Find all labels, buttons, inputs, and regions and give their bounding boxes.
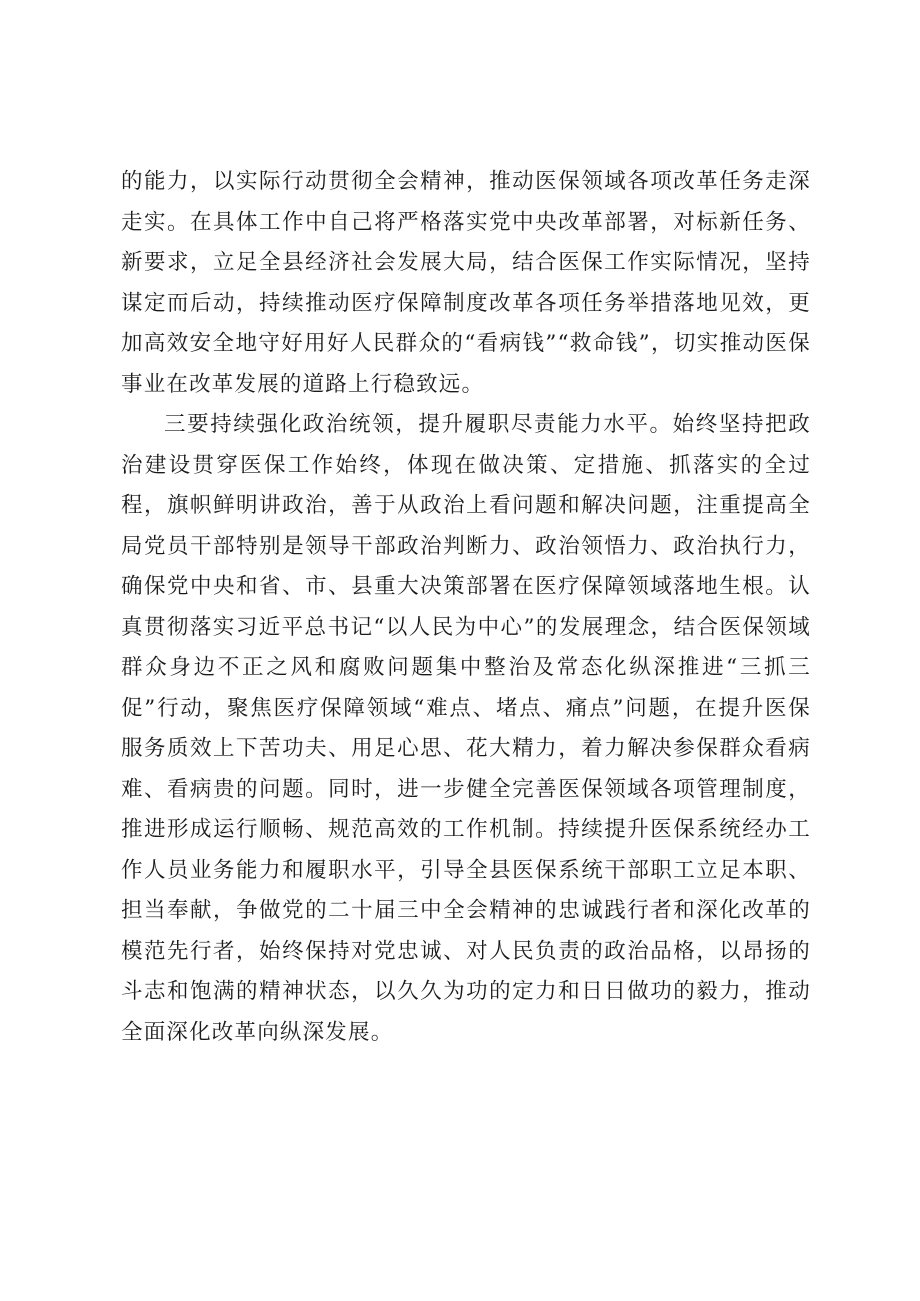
body-paragraph-1 bbox=[121, 162, 811, 405]
paragraph-text: 三要持续强化政治统领，提升履职尽责能力水平。始终坚持把政治建设贯穿医保工作始终，体现在做决策、定措施、抓落实的全过程，旗帜鲜明讲政治，善于从政治上看问题和解决问题，注重提高全局党员干部特别是领导干部政治判断力、政治领悟力、政治执行力，确保党中央和省、市、县重大决策部署在医疗保障领域落地生根。认真贯彻落实习近平总书记“以人民为中心”的发展理念，结合医保领域群众身边不正之风和腐败问题集中整治及常态化纵深推进“三抓三促”行动，聚焦医疗保障领域“难点、堵点、痛点”问题，在提升医保服务质效上下苦功夫、用足心思、花大精力，着力解决参保群众看病难、看病贵的问题。同时，进一步健全完善医保领域各项管理制度，推进形成运行顺畅、规范高效的工作机制。持续提升医保系统经办工作人员业务能力和履职水平，引导全县医保系统干部职工立足本职、担当奉献，争做党的二十届三中全会精神的忠诚践行者和深化改革的模范先行者，始终保持对党忠诚、对人民负责的政治品格，以昂扬的斗志和饱满的精神状态，以久久为功的定力和日日做功的毅力，推动全面深化改革向纵深发展。 bbox=[121, 412, 811, 1045]
paragraph-text: 的能力，以实际行动贯彻全会精神，推动医保领域各项改革任务走深走实。在具体工作中自己将严格落实党中央改革部署，对标新任务、新要求，立足全县经济社会发展大局，结合医保工作实际情况，坚持谋定而后动，持续推动医疗保障制度改革各项任务举措落地见效，更加高效安全地守好用好人民群众的“看病钱”“救命钱”，切实推动医保事业在改革发展的道路上行稳致远。 bbox=[121, 169, 811, 397]
body-paragraph-2 bbox=[121, 405, 811, 1053]
